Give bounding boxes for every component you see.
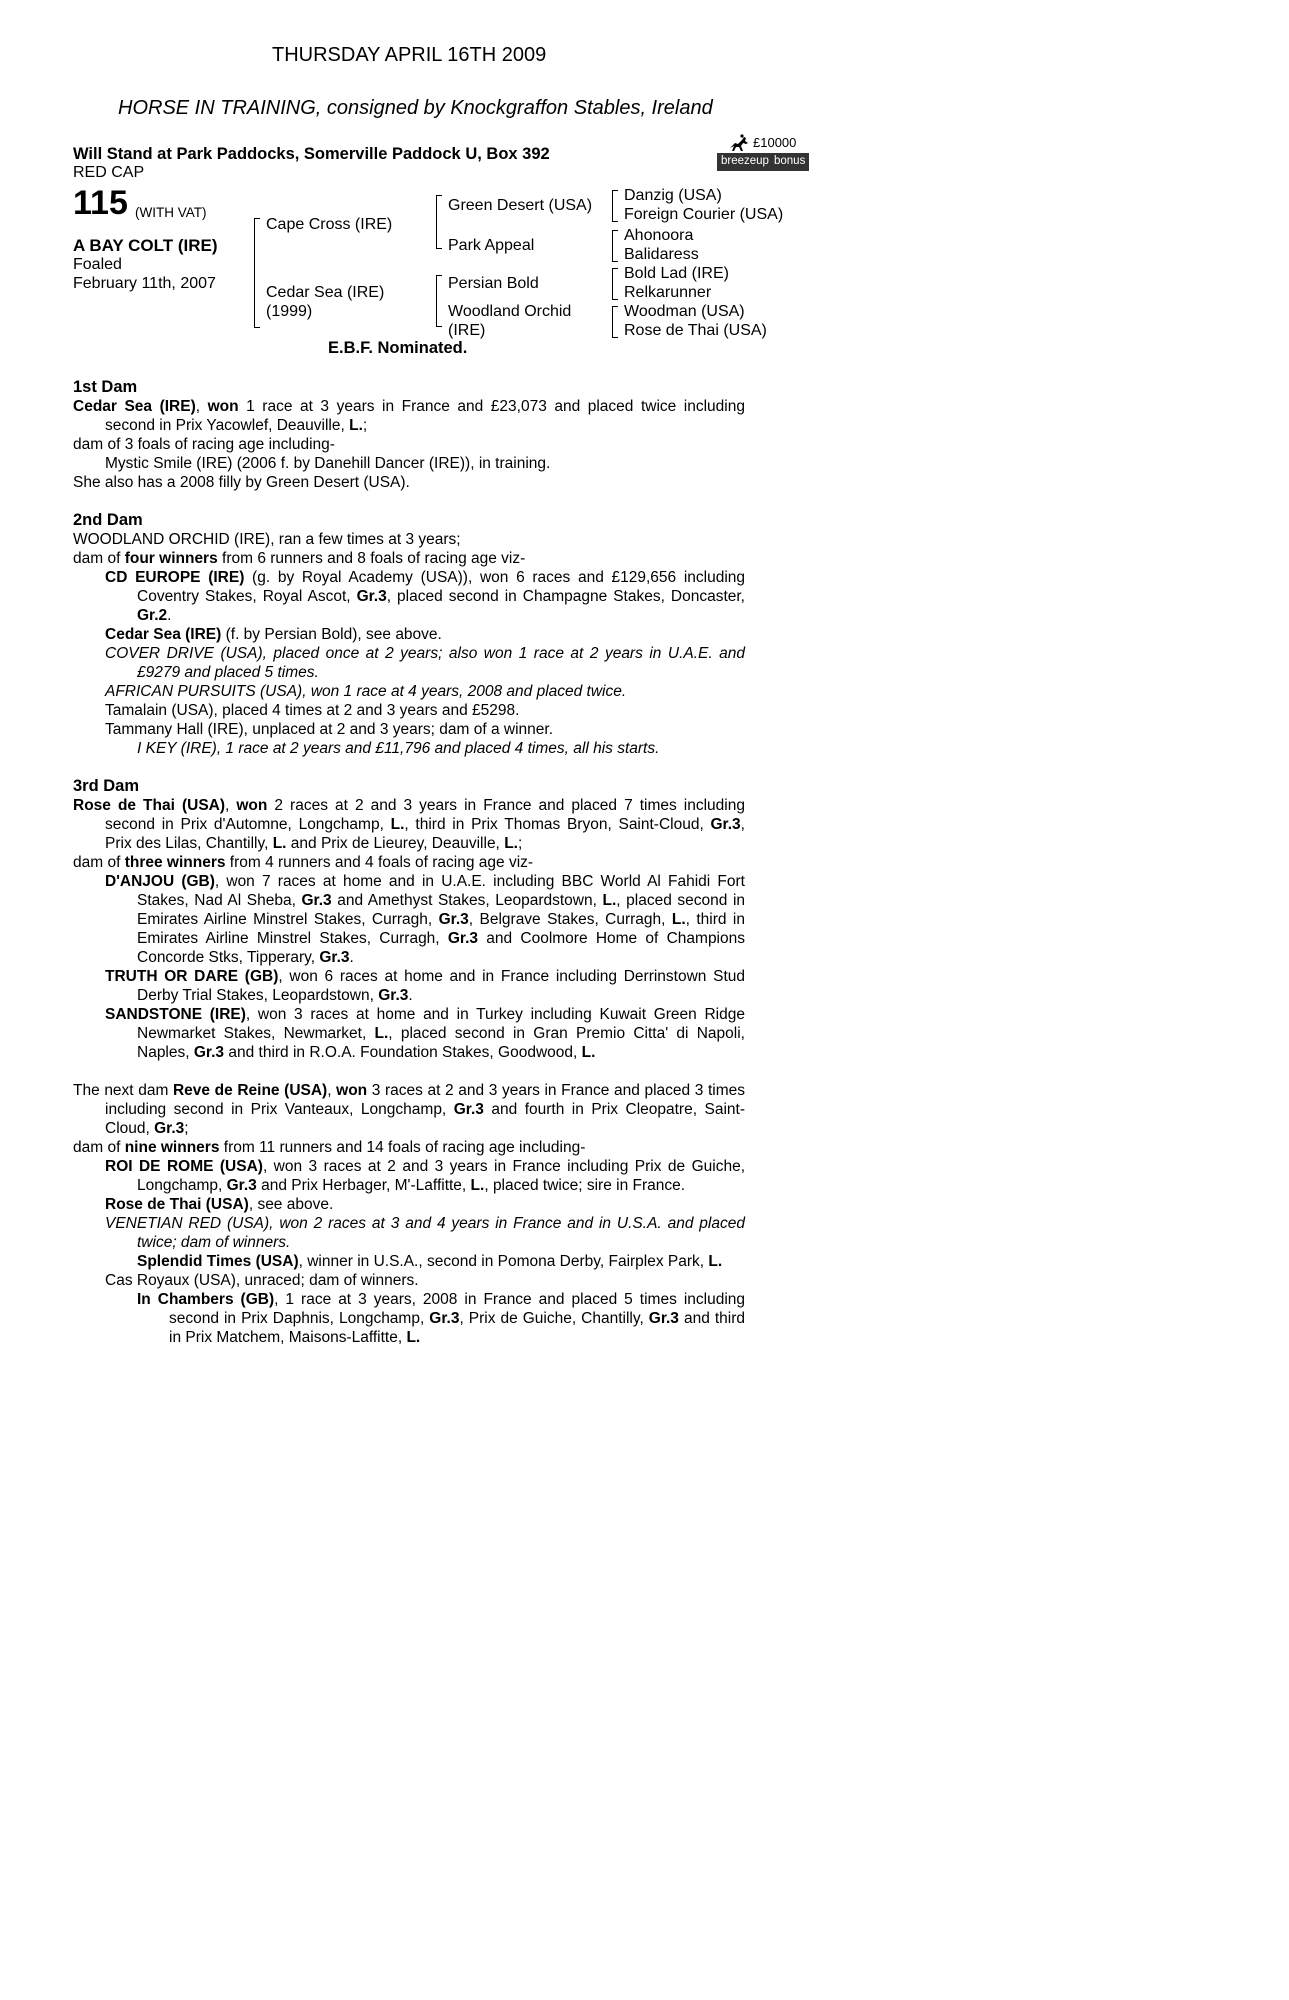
- pedigree-g5: Bold Lad (IRE): [624, 265, 729, 282]
- bonus-amount: £10000: [753, 135, 797, 150]
- produce-entry-grandchild: In Chambers (GB), 1 race at 3 years, 2008 in France and placed 5 times including second in Prix Daphnis, Longchamp, Gr.3, Prix de Guiche, Chantilly, Gr.3 and third in Prix Matchem, Maisons-Laffitte, L.: [137, 1291, 745, 1346]
- produce-entry: ROI DE ROME (USA), won 3 races at 2 and 3 years in France including Prix de Guiche, Longchamp, Gr.3 and Prix Herbager, M'-Laffitte, L., placed twice; sire in France.: [105, 1158, 745, 1194]
- pedigree-g8: Rose de Thai (USA): [624, 322, 767, 339]
- horse-name: In Chambers (GB): [137, 1291, 275, 1308]
- ebf-nomination: E.B.F. Nominated.: [328, 339, 468, 357]
- pedigree-brace: [612, 230, 618, 262]
- produce-entry: Tammany Hall (IRE), unplaced at 2 and 3 years; dam of a winner.: [105, 721, 553, 738]
- produce-record: [73, 378, 745, 1347]
- horse-name: Splendid Times (USA): [137, 1253, 299, 1270]
- colour-code: RED CAP: [73, 164, 145, 181]
- next-dam-record: The next dam Reve de Reine (USA), won 3 races at 2 and 3 years in France and placed 3 times including second in Prix Vanteaux, Longchamp, Gr.3 and fourth in Prix Cleopatre, Saint-Cloud, Gr.3;: [73, 1082, 745, 1137]
- pedigree-sire-dam: Park Appeal: [448, 237, 535, 254]
- produce-entry: AFRICAN PURSUITS (USA), won 1 race at 4 years, 2008 and placed twice.: [105, 683, 627, 700]
- pedigree-brace: [436, 195, 442, 249]
- consignment-line: HORSE IN TRAINING, consigned by Knockgraffon Stables, Ireland: [118, 97, 713, 119]
- first-dam-note: She also has a 2008 filly by Green Desert (USA).: [73, 474, 410, 491]
- produce-entry: Cedar Sea (IRE) (f. by Persian Bold), see above.: [105, 626, 442, 643]
- produce-entry: TRUTH OR DARE (GB), won 6 races at home and in France including Derrinstown Stud Derby Trial Stakes, Leopardstown, Gr.3.: [105, 968, 745, 1004]
- bonus-label-left: breezeup: [721, 155, 769, 167]
- third-dam-dam-of: dam of three winners from 4 runners and 4 foals of racing age viz-: [73, 854, 534, 871]
- next-dam-dam-of: dam of nine winners from 11 runners and 14 foals of racing age including-: [73, 1139, 586, 1156]
- produce-entry: VENETIAN RED (USA), won 2 races at 3 and 4 years in France and in U.S.A. and placed twice; dam of winners.: [105, 1215, 745, 1251]
- vat-note: (WITH VAT): [135, 205, 207, 220]
- produce-entry: Cas Royaux (USA), unraced; dam of winners.: [105, 1272, 419, 1289]
- pedigree-g3: Ahonoora: [624, 227, 694, 244]
- pedigree-dam-dam-origin: (IRE): [448, 322, 486, 339]
- horse-description: A BAY COLT (IRE): [73, 236, 218, 255]
- section-heading-1st-dam: 1st Dam: [73, 378, 138, 396]
- horse-name: Cedar Sea (IRE): [105, 626, 222, 643]
- pedigree-dam-dam: Woodland Orchid: [448, 303, 572, 320]
- pedigree-brace: [612, 268, 618, 300]
- horse-rider-icon: [729, 134, 749, 152]
- produce-entry: COVER DRIVE (USA), placed once at 2 years; also won 1 race at 2 years in U.A.E. and £9279 and placed 5 times.: [105, 645, 745, 681]
- stand-location: Will Stand at Park Paddocks, Somerville Paddock U, Box 392: [73, 145, 550, 163]
- horse-name: TRUTH OR DARE (GB): [105, 968, 279, 985]
- pedigree-brace: [612, 306, 618, 338]
- produce-entry: D'ANJOU (GB), won 7 races at home and in U.A.E. including BBC World Al Fahidi Fort Stakes, Nad Al Sheba, Gr.3 and Amethyst Stakes, Leopardstown, L., placed second in Emirates Airline Minstrel Stakes, Curragh, Gr.3, Belgrave Stakes, Curragh, L., third in Emirates Airline Minstrel Stakes, Curragh, Gr.3 and Coolmore Home of Champions Concorde Stks, Tipperary, Gr.3.: [105, 873, 746, 966]
- pedigree-sire-sire: Green Desert (USA): [448, 197, 593, 214]
- sale-date: THURSDAY APRIL 16TH 2009: [272, 44, 547, 66]
- horse-name: Rose de Thai (USA): [105, 1196, 249, 1213]
- produce-entry: Rose de Thai (USA), see above.: [105, 1196, 334, 1213]
- horse-name: CD EUROPE (IRE): [105, 569, 245, 586]
- section-heading-2nd-dam: 2nd Dam: [73, 511, 143, 529]
- section-heading-3rd-dam: 3rd Dam: [73, 777, 140, 795]
- horse-name: SANDSTONE (IRE): [105, 1006, 246, 1023]
- pedigree-brace: [254, 218, 260, 328]
- pedigree-dam-sire: Persian Bold: [448, 275, 539, 292]
- first-dam-dam-of: dam of 3 foals of racing age including-: [73, 436, 335, 453]
- second-dam-dam-of: dam of four winners from 6 runners and 8 foals of racing age viz-: [73, 550, 526, 567]
- horse-name: ROI DE ROME (USA): [105, 1158, 263, 1175]
- first-dam-foal: Mystic Smile (IRE) (2006 f. by Danehill Dancer (IRE)), in training.: [105, 455, 551, 472]
- horse-name: Rose de Thai (USA): [73, 797, 226, 814]
- pedigree-g4: Balidaress: [624, 246, 699, 263]
- produce-entry: SANDSTONE (IRE), won 3 races at home and in Turkey including Kuwait Green Ridge Newmarket Stakes, Newmarket, L., placed second in Gran Premio Citta' di Napoli, Naples, Gr.3 and third in R.O.A. Foundation Stakes, Goodwood, L.: [105, 1006, 745, 1061]
- second-dam-line: WOODLAND ORCHID (IRE), ran a few times at 3 years;: [73, 531, 461, 548]
- pedigree-g6: Relkarunner: [624, 284, 712, 301]
- horse-name: Cedar Sea (IRE): [73, 398, 196, 415]
- lot-number: 115: [73, 184, 128, 222]
- pedigree-g7: Woodman (USA): [624, 303, 745, 320]
- pedigree-brace: [612, 190, 618, 222]
- won-label: won: [207, 398, 239, 415]
- produce-entry: CD EUROPE (IRE) (g. by Royal Academy (USA)), won 6 races and £129,656 including Coventry Stakes, Royal Ascot, Gr.3, placed second in Champagne Stakes, Doncaster, Gr.2.: [105, 569, 745, 624]
- produce-entry-grandchild: I KEY (IRE), 1 race at 2 years and £11,796 and placed 4 times, all his starts.: [137, 740, 660, 757]
- pedigree-dam-year: (1999): [266, 303, 313, 320]
- foaled-label: Foaled: [73, 256, 122, 273]
- pedigree-brace: [436, 275, 442, 327]
- horse-name: D'ANJOU (GB): [105, 873, 215, 890]
- bonus-bar: [717, 153, 809, 171]
- foaled-date: February 11th, 2007: [73, 275, 216, 292]
- produce-entry: Tamalain (USA), placed 4 times at 2 and 3 years and £5298.: [105, 702, 520, 719]
- bonus-label-right: bonus: [774, 155, 806, 167]
- produce-entry-grandchild: Splendid Times (USA), winner in U.S.A., second in Pomona Derby, Fairplex Park, L.: [137, 1253, 723, 1270]
- pedigree-dam: Cedar Sea (IRE): [266, 284, 385, 301]
- pedigree-sire: Cape Cross (IRE): [266, 216, 393, 233]
- third-dam-record: Rose de Thai (USA), won 2 races at 2 and 3 years in France and placed 7 times including second in Prix d'Automne, Longchamp, L., third in Prix Thomas Bryon, Saint-Cloud, Gr.3, Prix des Lilas, Chantilly, L. and Prix de Lieurey, Deauville, L.;: [73, 797, 745, 852]
- first-dam-record: Cedar Sea (IRE), won 1 race at 3 years in France and £23,073 and placed twice including second in Prix Yacowlef, Deauville, L.;: [73, 398, 745, 434]
- breezeup-bonus-badge: [717, 134, 809, 174]
- horse-name: Reve de Reine (USA): [172, 1082, 328, 1099]
- pedigree-g1: Danzig (USA): [624, 187, 722, 204]
- pedigree-g2: Foreign Courier (USA): [624, 206, 784, 223]
